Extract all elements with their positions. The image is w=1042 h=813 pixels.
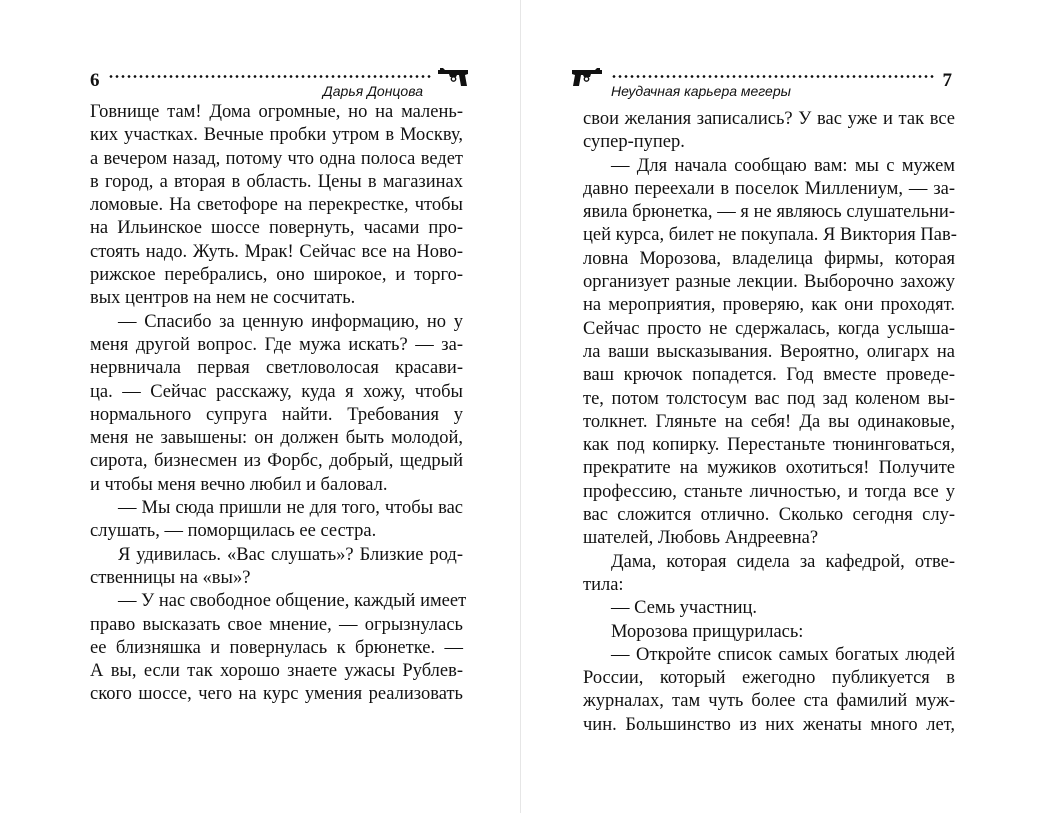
text-line: и чтобы меня вечно любил и баловал. [90,474,388,495]
text-line: чин. Большинство из них женаты много лет, [583,714,955,735]
text-line: — У нас свободное общение, каждый имеет [118,591,467,612]
text-line: России, который ежегодно публикуется в [583,668,955,689]
text-line: — Семь участниц. [611,598,758,619]
text-line: сирота, бизнесмен из Форбс, добрый, щедрый [90,451,463,472]
text-line: — Откройте список самых богатых людей [611,644,955,665]
text-line: рижское перебрались, оно широкое, и торго- [90,265,463,286]
text-line: нормального супруга найти. Требования у [90,404,463,425]
text-line: меня не завышены: он должен быть молодой, [90,428,463,449]
text-line: шателей, Любовь Андреевна? [583,528,819,549]
page-number: 6 [90,70,100,91]
text-line: организует разные лекции. Выборочно захожу [583,272,955,293]
running-title: Неудачная карьера мегеры [611,83,791,99]
text-line: как под копирку. Перестаньте тюнинговаться, [583,435,955,456]
body-text [583,108,955,737]
text-line: ломовые. На светофоре на перекрестке, чтобы [90,195,463,216]
text-line: Дама, которая сидела за кафедрой, отве- [611,551,955,572]
text-line: меня другой вопрос. Где мужа искать? — за- [90,334,463,355]
text-line: ее близняшка и повернулась к брюнетке. — [90,637,463,658]
text-line: вых центров на нем не сосчитать. [90,288,356,309]
text-line: на мероприятия, проверяю, как они проходят. [583,295,955,316]
text-line: ского шоссе, чего на курс умения реализовать [90,684,463,705]
page-number: 7 [942,70,952,91]
left-page [0,0,520,813]
body-text [90,101,467,707]
text-line: на Ильинское шоссе повернуть, часами про- [90,218,463,239]
text-line: толкнет. Гляньте на себя! Да вы одинаковые, [583,411,955,432]
text-line: ваш крючок попадется. Год вместе проведе- [583,365,955,386]
text-line: ца. — Сейчас расскажу, куда я хожу, чтобы [90,381,463,402]
text-line: ственницы на «вы»? [90,567,251,588]
text-line: — Для начала сообщаю вам: мы с мужем [611,155,955,176]
running-title: Дарья Донцова [322,83,423,99]
text-line: цей курса, билет не покупала. Я Виктория Пав- [583,225,957,246]
text-line: журналах, там чуть более ста фамилий муж- [583,691,955,712]
text-line: А вы, если так хорошо знаете ужасы Рублев- [90,661,463,682]
text-line: те, потом толстосум вас под зад коленом вы- [583,388,955,409]
text-line: явила брюнетка, — я не являюсь слушательни- [583,202,955,223]
text-line: прекратите на мужиков охотиться! Получите [583,458,955,479]
text-line: — Мы сюда пришли не для того, чтобы вас [118,498,463,519]
text-line: профессию, станьте личностью, и тогда все у [583,481,955,502]
text-line: ких участках. Вечные пробки утром в Москву, [90,125,463,146]
right-page-header [571,70,952,100]
text-line: нервничала первая светловолосая красави- [90,358,463,379]
text-line: Морозова прищурилась: [611,621,804,642]
text-line: слушать, — поморщилась ее сестра. [90,521,377,542]
dotted-rule [611,75,935,78]
text-line: а вечером назад, потому что одна полоса ведет [90,148,463,169]
revolver-icon [571,66,604,88]
dotted-rule [108,75,432,78]
text-line: давно переехали в поселок Миллениум, — за- [583,178,955,199]
text-line: ла ваши высказывания. Вероятно, олигарх на [583,341,955,362]
text-line: — Спасибо за ценную информацию, но у [118,311,463,332]
text-line: супер-пупер. [583,132,685,153]
revolver-icon [436,66,469,88]
text-line: свои желания записались? У вас уже и так все [583,109,955,129]
right-page [521,0,1042,813]
text-line: ловна Морозова, владелица фирмы, которая [583,248,955,269]
text-line: в город, а вторая в область. Цены в магазинах [90,171,463,192]
text-line: вас сложится отлично. Сколько сегодня слу- [583,505,955,526]
text-line: Я удивилась. «Вас слушать»? Близкие род- [118,544,463,565]
text-line: Говнище там! Дома огромные, но на малень- [90,102,463,122]
left-page-header [90,70,471,100]
text-line: тила: [583,574,624,595]
text-line: право высказать свое мнение, — огрызнулась [90,614,463,635]
text-line: стоять надо. Жуть. Мрак! Сейчас все на Ново- [90,241,463,262]
text-line: Сейчас просто не сдержалась, когда услыша- [583,318,955,339]
